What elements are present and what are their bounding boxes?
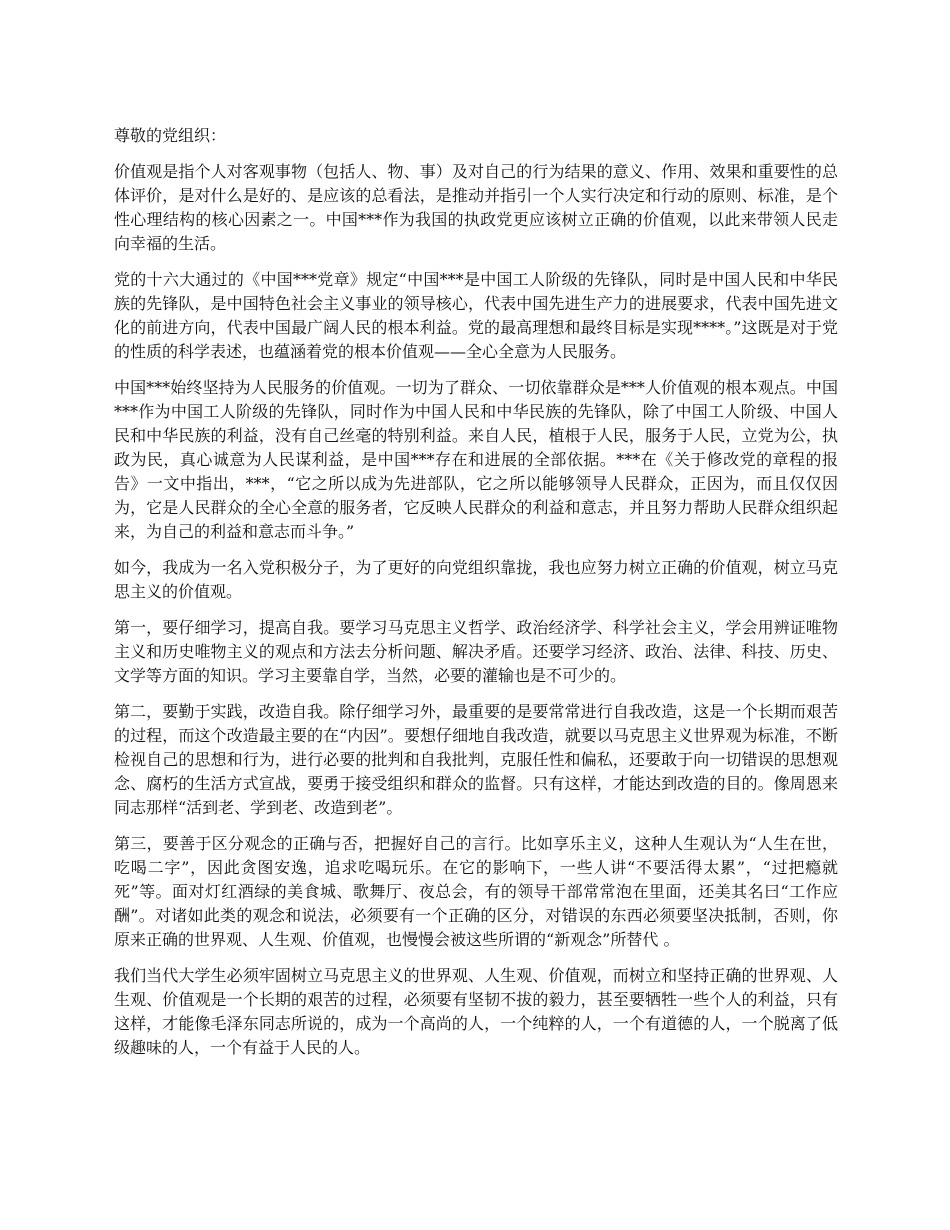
paragraph-4: 如今，我成为一名入党积极分子，为了更好的向党组织靠拢，我也应努力树立正确的价值观，树立马克思主义的价值观。: [114, 558, 838, 601]
paragraph-5: 第一，要仔细学习，提高自我。要学习马克思主义哲学、政治经济学、科学社会主义，学会用辨证唯物主义和历史唯物主义的观点和方法去分析问题、解决矛盾。还要学习经济、政治、法律、科技、历史、文学等方面的知识。学习主要靠自学，当然，必要的灌输也是不可少的。: [114, 618, 838, 685]
letter-body: [114, 124, 838, 1072]
paragraph-3: 中国***始终坚持为人民服务的价值观。一切为了群众、一切依靠群众是***人价值观的根本观点。中国***作为中国工人阶级的先锋队，同时作为中国人民和中华民族的先锋队，除了中国工人阶级、中国人民和中华民族的利益，没有自己丝毫的特别利益。来自人民，植根于人民，服务于人民，立党为公，执政为民，真心诚意为人民谋利益，是中国***存在和进展的全部依据。***在《关于修改党的章程的报告》一文中指出，***，“它之所以成为先进部队，它之所以能够领导人民群众，正因为，而且仅仅因为，它是人民群众的全心全意的服务者，它反映人民群众的利益和意志，并且努力帮助人民群众组织起来，为自己的利益和意志而斗争。”: [114, 378, 838, 541]
paragraph-8: 我们当代大学生必须牢固树立马克思主义的世界观、人生观、价值观，而树立和坚持正确的世界观、人生观、价值观是一个长期的艰苦的过程，必须要有坚韧不拔的毅力，甚至要牺牲一些个人的利益，只有这样，才能像毛泽东同志所说的，成为一个高尚的人，一个纯粹的人，一个有道德的人，一个脱离了低级趣味的人，一个有益于人民的人。: [114, 966, 838, 1057]
paragraph-7: 第三，要善于区分观念的正确与否，把握好自己的言行。比如享乐主义，这种人生观认为“人生在世，吃喝二字”，因此贪图安逸，追求吃喝玩乐。在它的影响下，一些人讲“不要活得太累”，“过把瘾就死”等。面对灯红酒绿的美食城、歌舞厅、夜总会，有的领导干部常常泡在里面，还美其名曰“工作应酬”。对诸如此类的观念和说法，必须要有一个正确的区分，对错误的东西必须要坚决抵制，否则，你原来正确的世界观、人生观、价值观，也慢慢会被这些所谓的“新观念”所替代 。: [114, 834, 838, 949]
salutation: 尊敬的党组织：: [114, 126, 227, 145]
paragraph-2: 党的十六大通过的《中国***党章》规定“中国***是中国工人阶级的先锋队，同时是中国人民和中华民族的先锋队，是中国特色社会主义事业的领导核心，代表中国先进生产力的进展要求，代表中国先进文化的前进方向，代表中国最广阔人民的根本利益。党的最高理想和最终目标是实现****。”这既是对于党的性质的科学表述，也蕴涵着党的根本价值观——全心全意为人民服务。: [114, 270, 838, 361]
paragraph-1: 价值观是指个人对客观事物（包括人、物、事）及对自己的行为结果的意义、作用、效果和重要性的总体评价，是对什么是好的、是应该的总看法，是推动并指引一个人实行决定和行动的原则、标准，是个性心理结构的核心因素之一。中国***作为我国的执政党更应该树立正确的价值观，以此来带领人民走向幸福的生活。: [114, 162, 838, 253]
paragraph-6: 第二，要勤于实践，改造自我。除仔细学习外，最重要的是要常常进行自我改造，这是一个长期而艰苦的过程，而这个改造最主要的在“内因”。要想仔细地自我改造，就要以马克思主义世界观为标准，不断检视自己的思想和行为，进行必要的批判和自我批判，克服任性和偏私，还要敢于向一切错误的思想观念、腐朽的生活方式宣战，要勇于接受组织和群众的监督。只有这样，才能达到改造的目的。像周恩来同志那样“活到老、学到老、改造到老”。: [114, 702, 838, 817]
